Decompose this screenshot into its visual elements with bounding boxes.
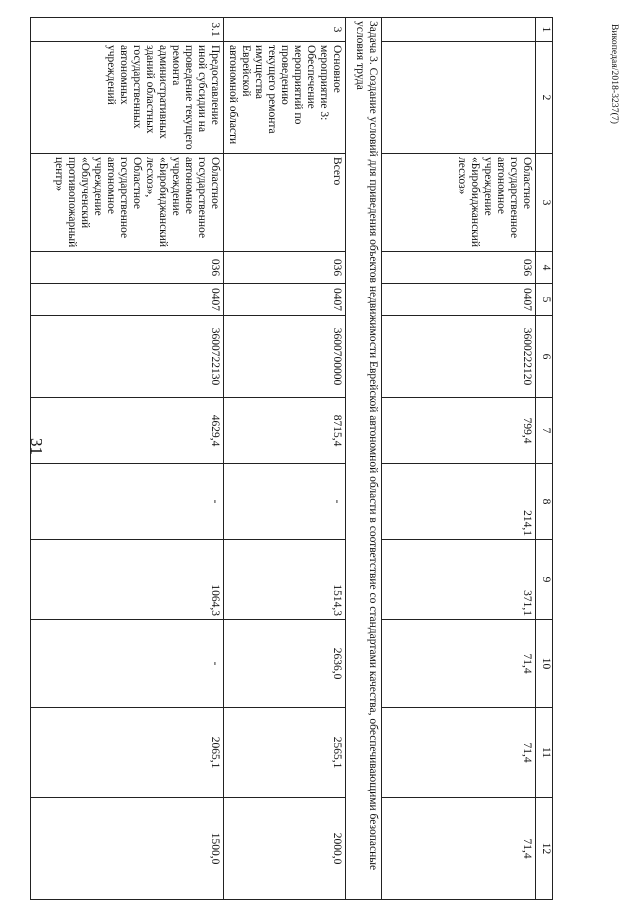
cell: - (31, 620, 224, 708)
cell: 8715,4 (224, 398, 346, 464)
cell: 2636,0 (224, 620, 346, 708)
cell: 036 (382, 252, 536, 284)
cell: 2065,1 (31, 708, 224, 798)
row-number: 3.1 (31, 18, 224, 42)
cell: 214,1 (382, 464, 536, 540)
cell: 2000,0 (224, 798, 346, 900)
executor-cell: Областное государственное автономное учреждение «Биробиджанский лесхоз», Областное государственное автономное учреждение «Облученский противопожарный центр» (31, 154, 224, 252)
cell: 71,4 (382, 798, 536, 900)
cell: 3600222120 (382, 316, 536, 398)
cell (382, 18, 536, 42)
cell: 0407 (382, 284, 536, 316)
header-cell: 4 (536, 252, 553, 284)
table-row (31, 18, 224, 900)
document-footer: Викопедая/2018-3237(7) (609, 24, 619, 124)
cell: 2565,1 (224, 708, 346, 798)
cell: 036 (31, 252, 224, 284)
row-number: 3 (224, 18, 346, 42)
header-cell: 2 (536, 42, 553, 154)
header-cell: 8 (536, 464, 553, 540)
cell: 3600722130 (31, 316, 224, 398)
header-cell: 10 (536, 620, 553, 708)
cell: 4629,4 (31, 398, 224, 464)
continuation-row (382, 18, 536, 900)
cell: 0407 (224, 284, 346, 316)
cell: 371,1 (382, 540, 536, 620)
cell: 1500,0 (31, 798, 224, 900)
page-number: 31 (27, 438, 46, 455)
table-row (224, 18, 346, 900)
header-cell: 1 (536, 18, 553, 42)
header-cell: 5 (536, 284, 553, 316)
cell: 3600700000 (224, 316, 346, 398)
header-row (536, 18, 553, 900)
cell: 0407 (31, 284, 224, 316)
activity-name: Предоставление иной субсидии на проведение текущего ремонта административных зданий областных государственных автономных учреждений (31, 42, 224, 154)
budget-table (30, 17, 553, 900)
header-cell: 6 (536, 316, 553, 398)
header-cell: 7 (536, 398, 553, 464)
cell: - (31, 464, 224, 540)
executor-cell: Всего (224, 154, 346, 252)
cell: 71,4 (382, 620, 536, 708)
header-cell: 12 (536, 798, 553, 900)
cell: 1514,3 (224, 540, 346, 620)
cell: 799,4 (382, 398, 536, 464)
task-heading: Задача 3. Создание условий для приведения объектов недвижимости Еврейской автономной области в соответствие со стандартами качества, обеспечивающими безопасные условия труда (346, 18, 382, 900)
task-row (346, 18, 382, 900)
cell: 036 (224, 252, 346, 284)
header-cell: 9 (536, 540, 553, 620)
cell: 1064,3 (31, 540, 224, 620)
cell (382, 42, 536, 154)
header-cell: 3 (536, 154, 553, 252)
executor-cell: Областное государственное автономное учреждение «Биробиджанский лесхоз» (382, 154, 536, 252)
activity-name: Основное мероприятие 3: Обеспечение мероприятий по проведению текущего ремонта имущества Еврейской автономной области (224, 42, 346, 154)
cell: 71,4 (382, 708, 536, 798)
header-cell: 11 (536, 708, 553, 798)
cell: - (224, 464, 346, 540)
